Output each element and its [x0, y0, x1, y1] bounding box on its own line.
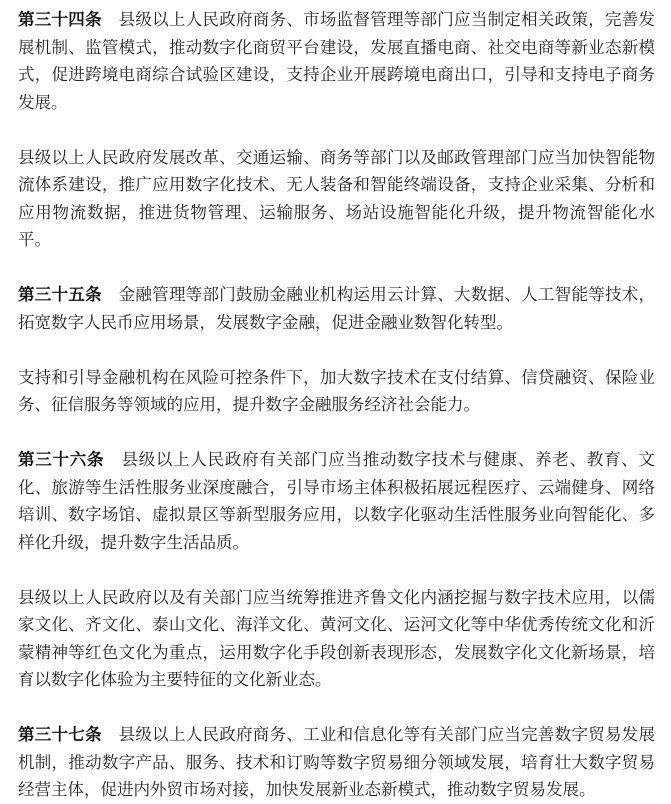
paragraph-article-34	[18, 6, 655, 116]
article-number: 第三十五条	[18, 285, 102, 304]
paragraph-text: 支持和引导金融机构在风险可控条件下，加大数字技术在支付结算、信贷融资、保险业务、征信服务等领域的应用，提升数字金融服务经济社会能力。	[18, 367, 655, 414]
article-number: 第三十四条	[18, 10, 102, 29]
article-number: 第三十六条	[18, 450, 105, 469]
paragraph-text: 县级以上人民政府发展改革、交通运输、商务等部门以及邮政管理部门应当加快智能物流体系建设，推广应用数字化技术、无人装备和智能终端设备，支持企业采集、分析和应用物流数据，推进货物管理、运输服务、场站设施智能化升级，提升物流智能化水平。	[18, 147, 655, 249]
paragraph-article-36-clause-2	[18, 584, 655, 694]
paragraph-article-35-clause-2	[18, 364, 655, 419]
article-number: 第三十七条	[18, 725, 102, 744]
paragraph-text: 金融管理等部门鼓励金融业机构运用云计算、大数据、人工智能等技术，拓宽数字人民币应用场景，发展数字金融，促进金融业数智化转型。	[18, 285, 656, 332]
paragraph-text: 县级以上人民政府以及有关部门应当统筹推进齐鲁文化内涵挖掘与数字技术应用，以儒家文化、齐文化、泰山文化、海洋文化、黄河文化、运河文化等中华优秀传统文化和沂蒙精神等红色文化为重点，运用数字化手段创新表现形态，发展数字化文化新场景，培育以数字化体验为主要特征的文化新业态。	[18, 587, 655, 689]
paragraph-article-35	[18, 281, 655, 336]
paragraph-text: 县级以上人民政府商务、市场监督管理等部门应当制定相关政策，完善发展机制、监管模式，推动数字化商贸平台建设，发展直播电商、社交电商等新业态新模式，促进跨境电商综合试验区建设，支持企业开展跨境电商出口，引导和支持电子商务发展。	[18, 10, 656, 112]
paragraph-text: 县级以上人民政府有关部门应当推动数字技术与健康、养老、教育、文化、旅游等生活性服务业深度融合，引导市场主体积极拓展远程医疗、云端健身、网络培训、数字场馆、虚拟景区等新型服务应用，以数字化驱动生活性服务业向智能化、多样化升级，提升数字生活品质。	[18, 450, 656, 552]
paragraph-article-36	[18, 446, 655, 556]
paragraph-article-37	[18, 721, 655, 804]
paragraph-text: 县级以上人民政府商务、工业和信息化等有关部门应当完善数字贸易发展机制，推动数字产品、服务、技术和订购等数字贸易细分领域发展，培育壮大数字贸易经营主体，促进内外贸市场对接，加快发展新业态新模式，推动数字贸易发展。	[18, 725, 656, 799]
paragraph-article-34-clause-2	[18, 144, 655, 254]
